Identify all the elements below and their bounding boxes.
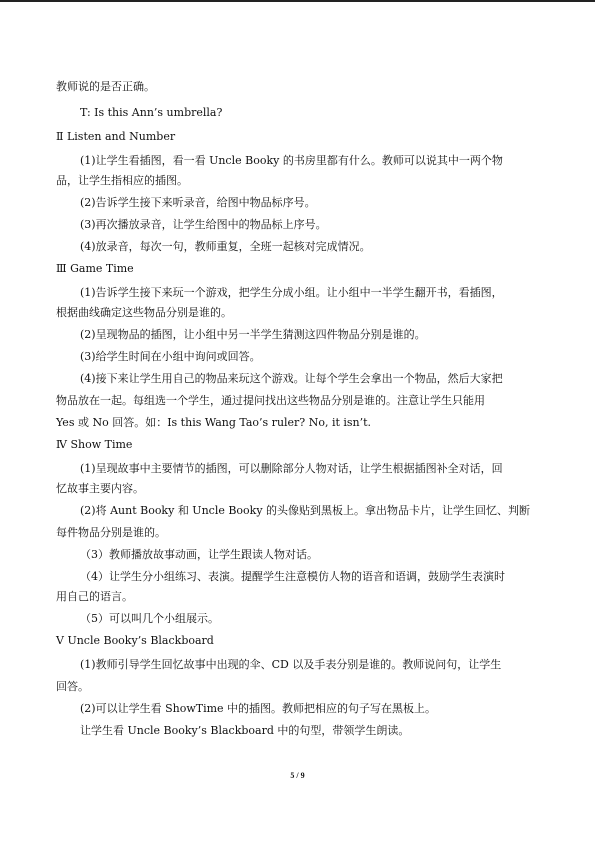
- text-line: (1)告诉学生接下来玩一个游戏，把学生分成小组。让小组中一半学生翻开书，看插图，: [80, 286, 503, 299]
- text-line: (3)给学生时间在小组中询问或回答。: [80, 350, 261, 363]
- text-line: （3）教师播放故事动画，让学生跟读人物对话。: [80, 548, 318, 561]
- text-line: （4）让学生分小组练习、表演。提醒学生注意模仿人物的语音和语调，鼓励学生表演时: [80, 570, 505, 583]
- text-line: (1)呈现故事中主要情节的插图，可以删除部分人物对话，让学生根据插图补全对话，回: [80, 462, 503, 475]
- text-line: (2)告诉学生接下来听录音，给图中物品标序号。: [80, 196, 316, 209]
- text-line: 物品放在一起。每组选一个学生，通过提问找出这些物品分别是谁的。注意让学生只能用: [56, 394, 485, 407]
- text-line: 忆故事主要内容。: [56, 482, 144, 495]
- text-line: （5）可以叫几个小组展示。: [80, 612, 219, 625]
- text-line: (4)接下来让学生用自己的物品来玩这个游戏。让每个学生会拿出一个物品，然后大家把: [80, 372, 503, 385]
- text-line: (2)将 Aunt Booky 和 Uncle Booky 的头像贴到黑板上。拿出物品卡片，让学生回忆、判断: [80, 504, 531, 517]
- text-line: (2)呈现物品的插图，让小组中另一半学生猜测这四件物品分别是谁的。: [80, 328, 426, 341]
- text-line: (2)可以让学生看 ShowTime 中的插图。教师把相应的句子写在黑板上。: [80, 702, 437, 715]
- text-line: 每件物品分别是谁的。: [56, 526, 166, 539]
- text-line: 品，让学生指相应的插图。: [56, 174, 188, 187]
- text-line: Ⅲ Game Time: [56, 262, 134, 275]
- text-line: 用自己的语言。: [56, 590, 133, 603]
- text-line: 回答。: [56, 680, 89, 693]
- text-line: 让学生看 Uncle Booky’s Blackboard 中的句型，带领学生朗读。: [80, 724, 410, 737]
- header-rule: [0, 0, 595, 2]
- text-line: Ⅴ Uncle Booky’s Blackboard: [56, 634, 214, 647]
- text-line: (1)让学生看插图，看一看 Uncle Booky 的书房里都有什么。教师可以说其中一两个物: [80, 154, 503, 167]
- text-line: (3)再次播放录音，让学生给图中的物品标上序号。: [80, 218, 327, 231]
- text-line: (4)放录音，每次一句，教师重复，全班一起核对完成情况。: [80, 240, 371, 253]
- text-line: T: Is this Ann’s umbrella?: [80, 106, 223, 119]
- text-line: 教师说的是否正确。: [56, 80, 155, 93]
- text-line: Yes 或 No 回答。如：Is this Wang Tao’s ruler? No, it isn’t.: [56, 416, 372, 429]
- text-line: (1)教师引导学生回忆故事中出现的伞、CD 以及手表分别是谁的。教师说问句，让学生: [80, 658, 502, 671]
- text-line: Ⅱ Listen and Number: [56, 130, 176, 143]
- page-number: 5 / 9: [290, 771, 305, 780]
- text-line: 根据曲线确定这些物品分别是谁的。: [56, 306, 232, 319]
- text-line: Ⅳ Show Time: [56, 438, 133, 451]
